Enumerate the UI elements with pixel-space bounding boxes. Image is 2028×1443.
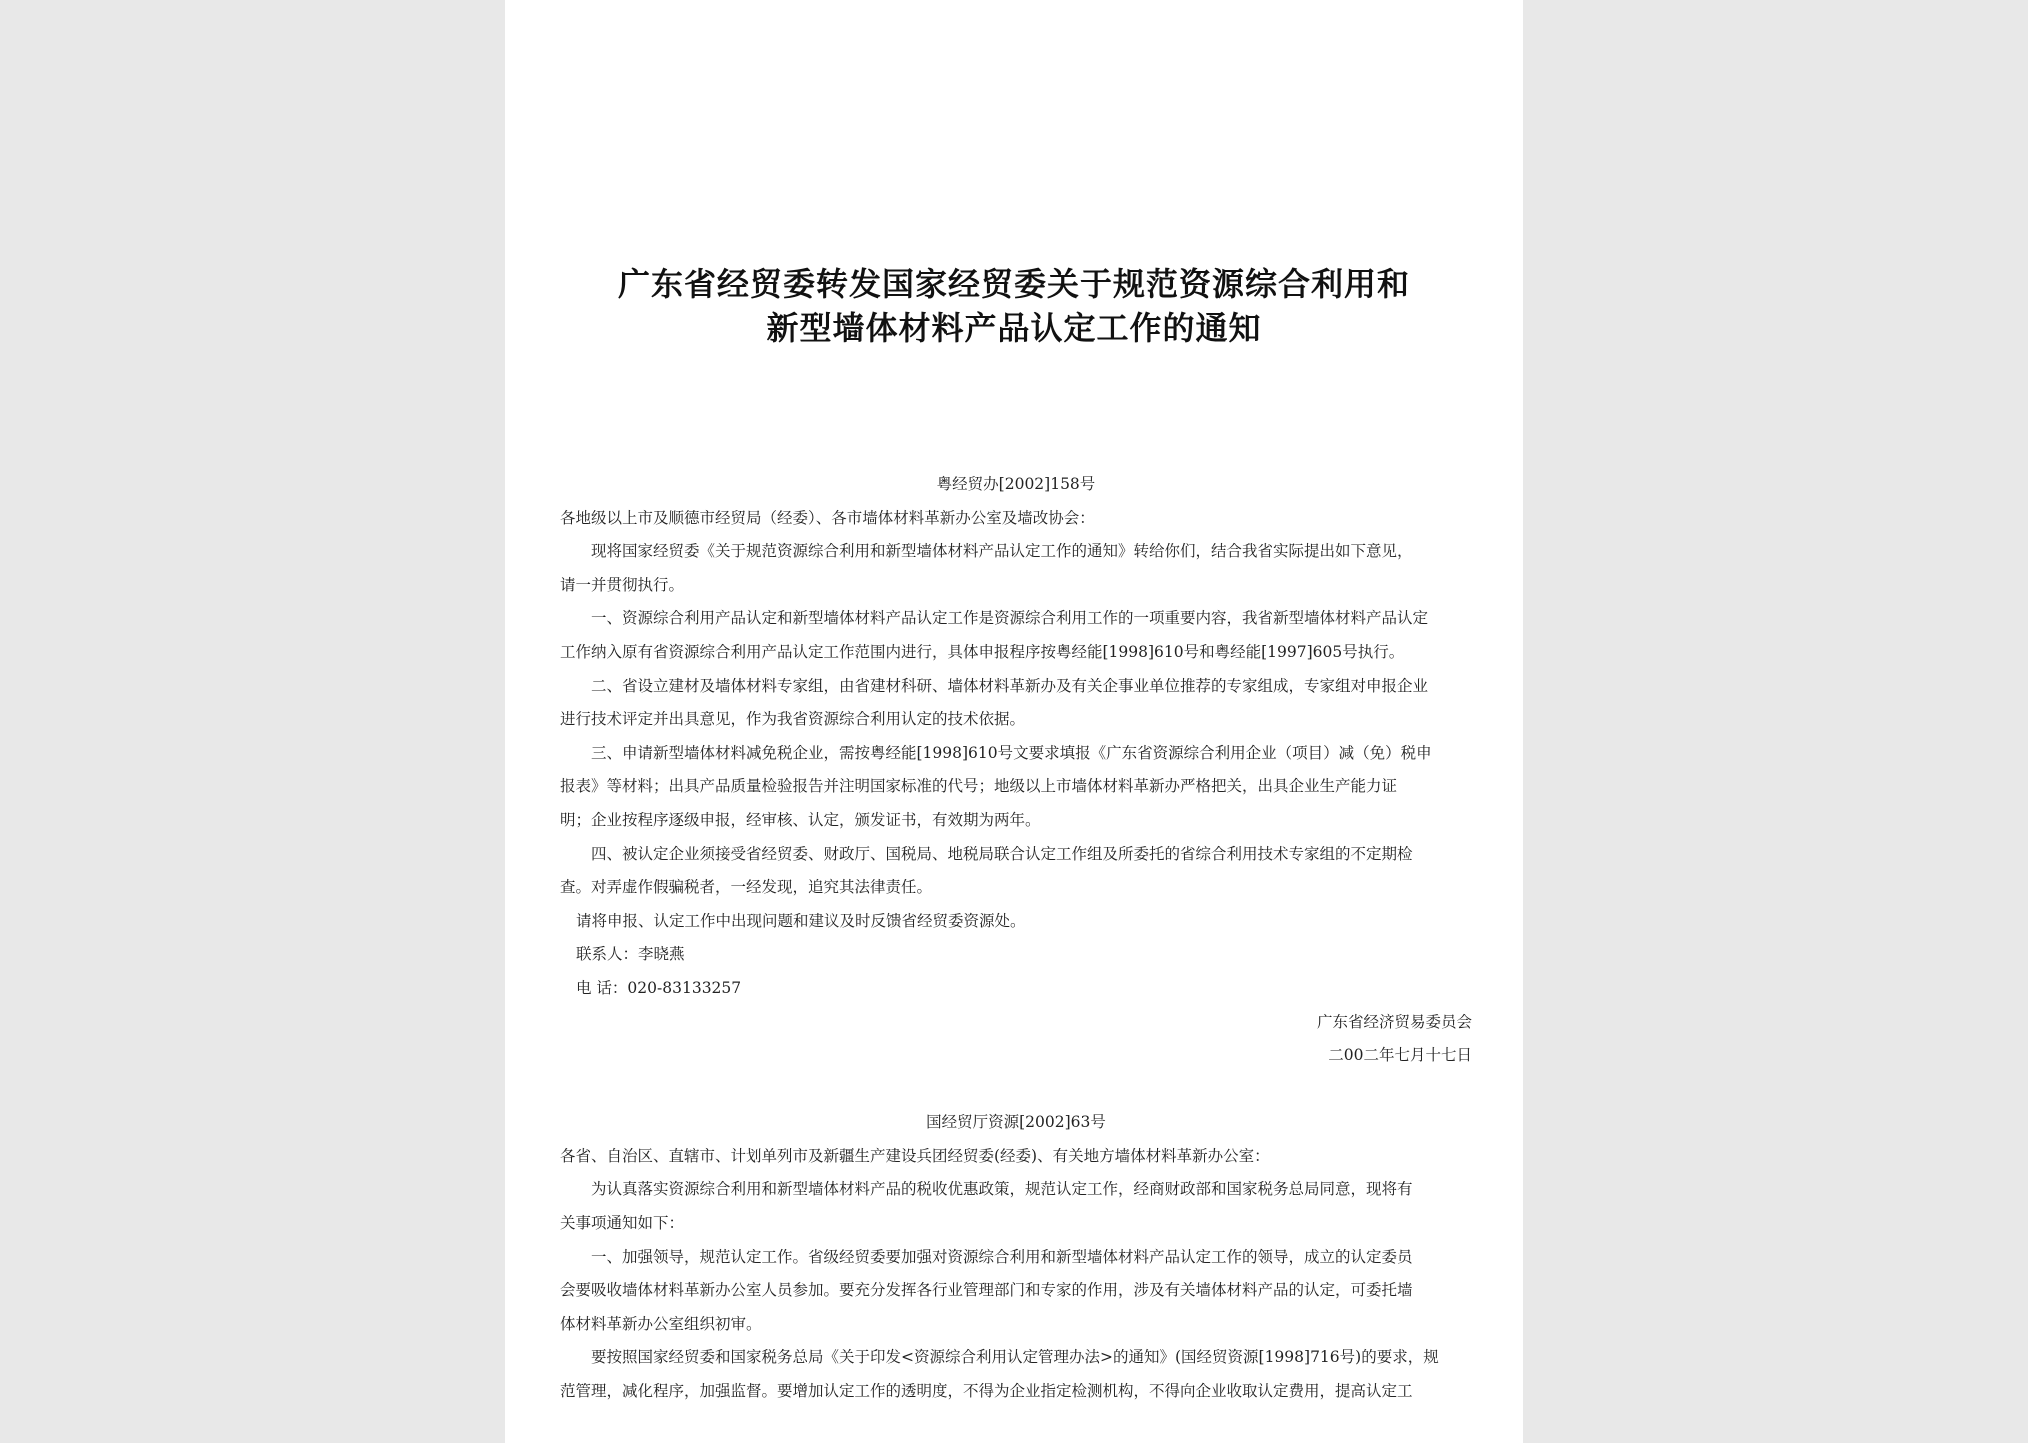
document-title	[545, 262, 1483, 350]
paragraph-continuation: 请一并贯彻执行。	[560, 575, 685, 594]
item-1: 一、加强领导，规范认定工作。省级经贸委要加强对资源综合利用和新型墙体材料产品认定工作的领导，成立的认定委员	[591, 1247, 1413, 1266]
document-page	[505, 0, 1523, 1443]
signer: 广东省经济贸易委员会	[1316, 1012, 1472, 1031]
item-1-continuation: 会要吸收墙体材料革新办公室人员参加。要充分发挥各行业管理部门和专家的作用，涉及有关墙体材料产品的认定，可委托墙	[560, 1281, 1413, 1300]
item-1-continuation: 工作纳入原有省资源综合利用产品认定工作范围内进行，具体申报程序按粤经能[1998]610号和粤经能[1997]605号执行。	[560, 642, 1405, 661]
item-3-continuation: 明；企业按程序逐级申报，经审核、认定，颁发证书，有效期为两年。	[560, 810, 1041, 829]
title-line-1: 广东省经贸委转发国家经贸委关于规范资源综合利用和	[617, 265, 1410, 303]
doc-number: 粤经贸办[2002]158号	[936, 475, 1096, 493]
item-2-continuation: 进行技术评定并出具意见，作为我省资源综合利用认定的技术依据。	[560, 710, 1026, 729]
paragraph-continuation: 关事项通知如下：	[560, 1214, 685, 1233]
item-3: 三、申请新型墙体材料减免税企业，需按粤经能[1998]610号文要求填报《广东省资源综合利用企业（项目）减（免）税申	[591, 743, 1432, 762]
addressee: 各地级以上市及顺德市经贸局（经委）、各市墙体材料革新办公室及墙改协会：	[560, 508, 1095, 527]
item-3-continuation: 报表》等材料；出具产品质量检验报告并注明国家标准的代号；地级以上市墙体材料革新办严格把关，出具企业生产能力证	[560, 777, 1398, 796]
section-gap	[560, 1073, 1472, 1107]
item-1-continuation: 体材料革新办公室组织初审。	[560, 1314, 762, 1333]
doc-number: 国经贸厅资源[2002]63号	[926, 1113, 1106, 1132]
paragraph: 现将国家经贸委《关于规范资源综合利用和新型墙体材料产品认定工作的通知》转给你们，结合我省实际提出如下意见，	[591, 542, 1413, 561]
addressee: 各省、自治区、直辖市、计划单列市及新疆生产建设兵团经贸委(经委)、有关地方墙体材料革新办公室：	[560, 1146, 1270, 1165]
contact-phone: 电 话：020-83133257	[576, 978, 742, 997]
paragraph: 要按照国家经贸委和国家税务总局《关于印发<资源综合利用认定管理办法>的通知》(国经贸资源[1998]716号)的要求，规	[591, 1348, 1439, 1367]
contact-person: 联系人：李晓燕	[576, 945, 685, 964]
item-2: 二、省设立建材及墙体材料专家组，由省建材科研、墙体材料革新办及有关企事业单位推荐的专家组成，专家组对申报企业	[591, 676, 1429, 695]
title-line-2: 新型墙体材料产品认定工作的通知	[766, 309, 1262, 347]
item-4-continuation: 查。对弄虚作假骗税者，一经发现，追究其法律责任。	[560, 878, 933, 897]
item-1: 一、资源综合利用产品认定和新型墙体材料产品认定工作是资源综合利用工作的一项重要内容，我省新型墙体材料产品认定	[591, 609, 1429, 628]
feedback-line: 请将申报、认定工作中出现问题和建议及时反馈省经贸委资源处。	[576, 911, 1026, 930]
paragraph: 为认真落实资源综合利用和新型墙体材料产品的税收优惠政策，规范认定工作，经商财政部和国家税务总局同意，现将有	[591, 1180, 1413, 1199]
signing-date: 二00二年七月十七日	[1328, 1046, 1472, 1065]
paragraph-continuation: 范管理，减化程序，加强监督。要增加认定工作的透明度，不得为企业指定检测机构，不得向企业收取认定费用，提高认定工	[560, 1382, 1413, 1401]
item-4: 四、被认定企业须接受省经贸委、财政厅、国税局、地税局联合认定工作组及所委托的省综合利用技术专家组的不定期检	[591, 844, 1413, 863]
document-body	[560, 468, 1472, 1409]
